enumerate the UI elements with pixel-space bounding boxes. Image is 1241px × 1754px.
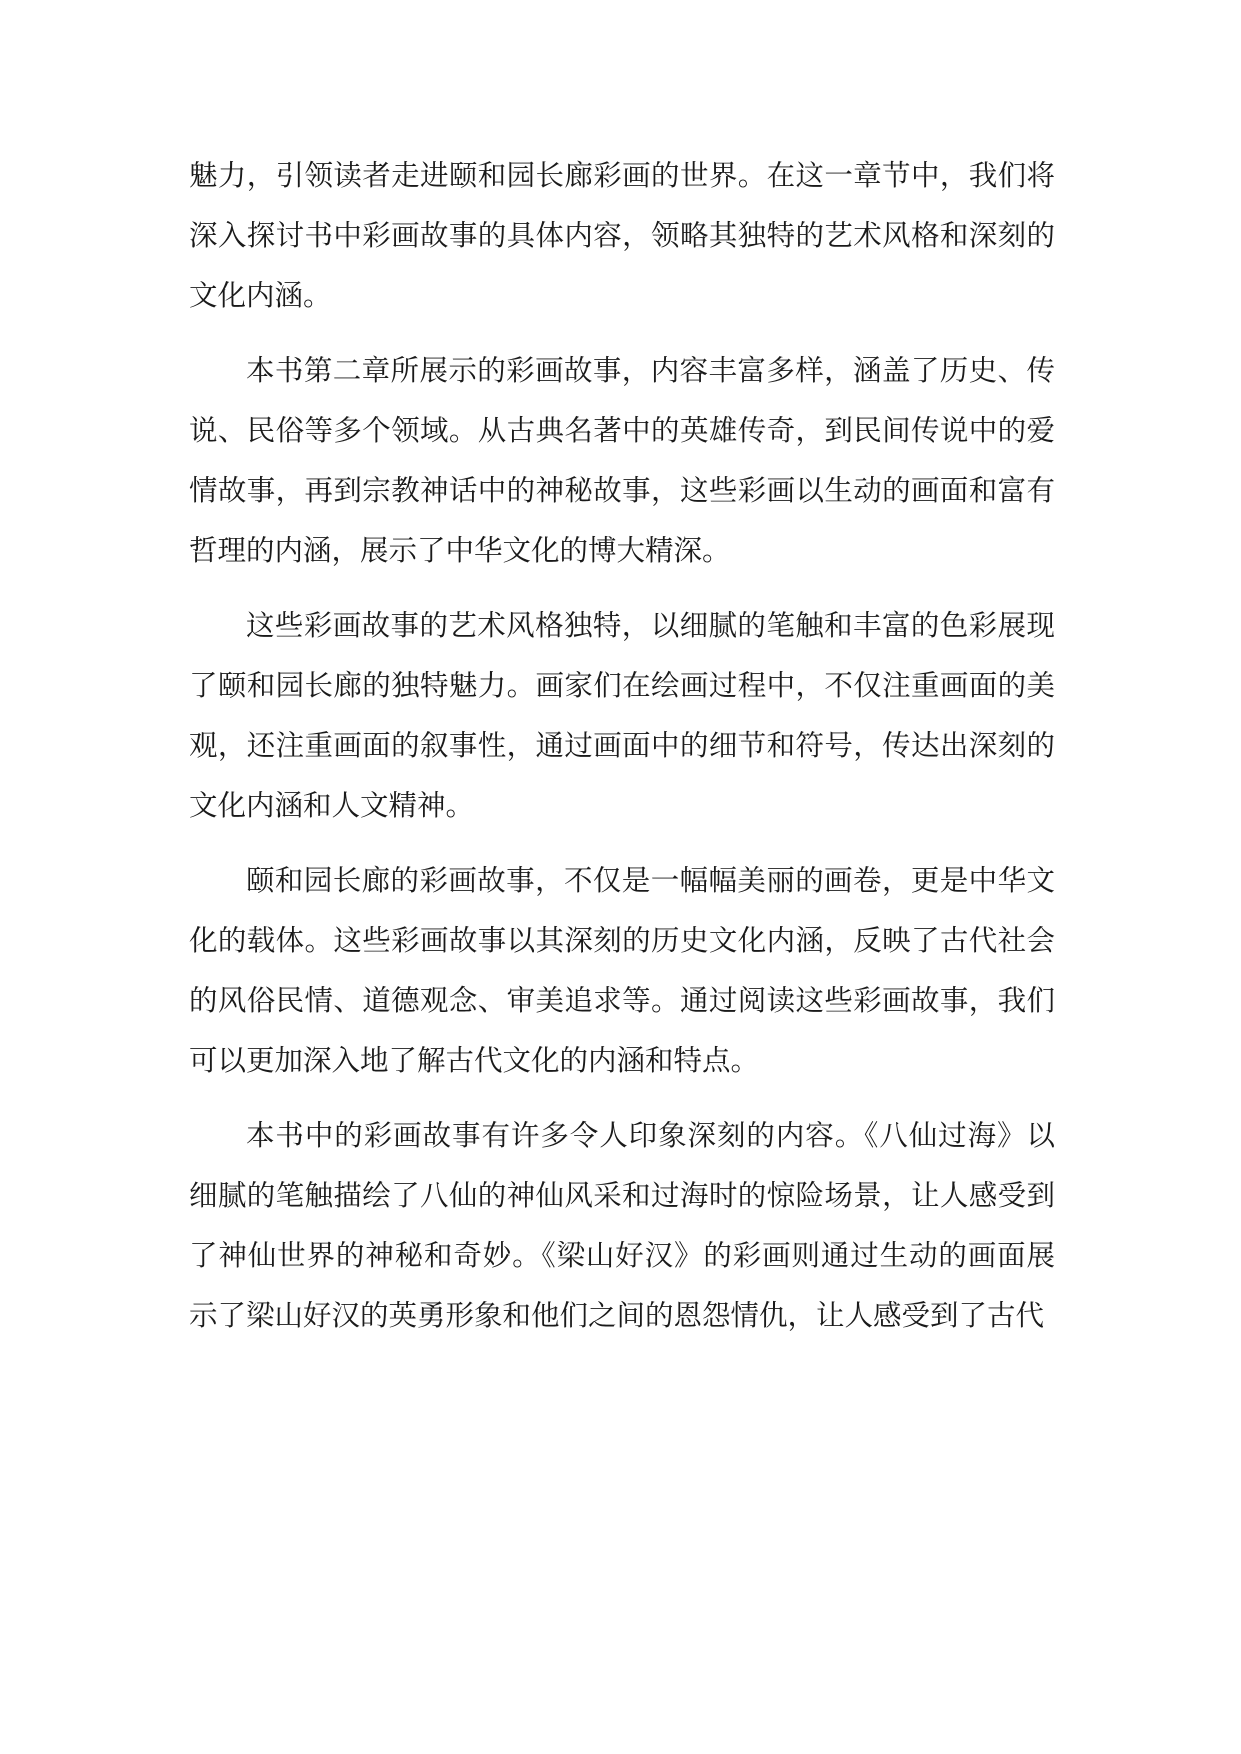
paragraph-1: 魅力，引领读者走进颐和园长廊彩画的世界。在这一章节中，我们将深入探讨书中彩画故事的具体内容，领略其独特的艺术风格和深刻的文化内涵。 <box>189 159 1055 312</box>
paragraph-4: 颐和园长廊的彩画故事，不仅是一幅幅美丽的画卷，更是中华文化的载体。这些彩画故事以其深刻的历史文化内涵，反映了古代社会的风俗民情、道德观念、审美追求等。通过阅读这些彩画故事，我们可以更加深入地了解古代文化的内涵和特点。 <box>189 864 1055 1077</box>
paragraph-5: 本书中的彩画故事有许多令人印象深刻的内容。《八仙过海》以细腻的笔触描绘了八仙的神仙风采和过海时的惊险场景，让人感受到了神仙世界的神秘和奇妙。《梁山好汉》的彩画则通过生动的画面展示了梁山好汉的英勇形象和他们之间的恩怨情仇，让人感受到了古代 <box>189 1119 1055 1332</box>
document-body <box>189 146 1055 1361</box>
paragraph-3: 这些彩画故事的艺术风格独特，以细腻的笔触和丰富的色彩展现了颐和园长廊的独特魅力。画家们在绘画过程中，不仅注重画面的美观，还注重画面的叙事性，通过画面中的细节和符号，传达出深刻的文化内涵和人文精神。 <box>189 609 1055 822</box>
paragraph-2: 本书第二章所展示的彩画故事，内容丰富多样，涵盖了历史、传说、民俗等多个领域。从古典名著中的英雄传奇，到民间传说中的爱情故事，再到宗教神话中的神秘故事，这些彩画以生动的画面和富有哲理的内涵，展示了中华文化的博大精深。 <box>189 354 1055 567</box>
